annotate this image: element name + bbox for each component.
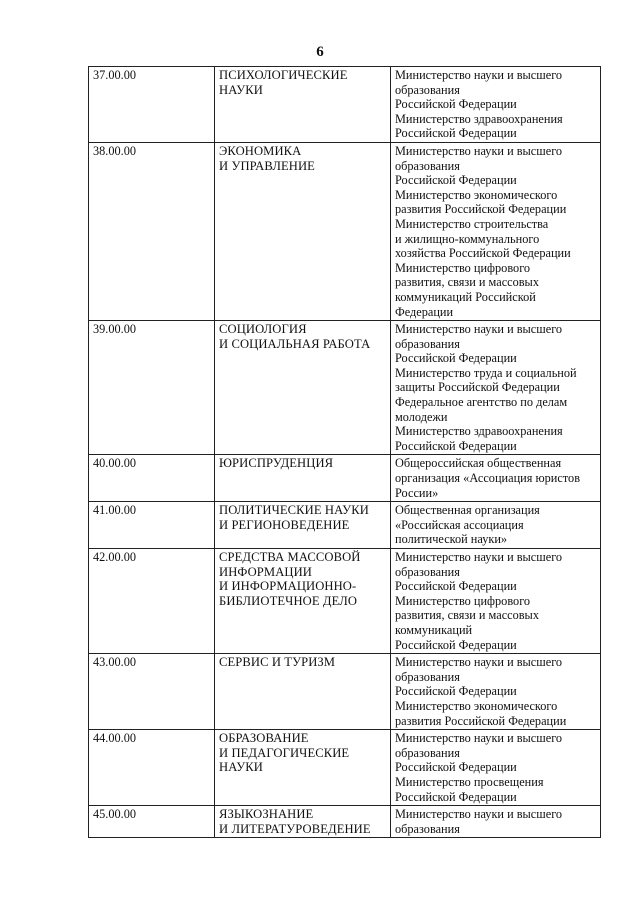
specialty-code: 44.00.00 <box>89 730 215 806</box>
table-row <box>89 142 601 320</box>
organization-line: Министерство здравоохранения <box>395 111 563 126</box>
responsible-organizations <box>391 455 601 502</box>
specialty-name-line: ПСИХОЛОГИЧЕСКИЕ <box>219 68 348 82</box>
organization-line: молодежи <box>395 409 448 424</box>
organization-line: Министерство науки и высшего <box>395 550 563 564</box>
organization-line: Российской Федерации <box>395 351 517 366</box>
responsible-organizations <box>391 730 601 806</box>
specialty-code: 37.00.00 <box>89 67 215 143</box>
table-row <box>89 502 601 549</box>
specialty-name-line: ПОЛИТИЧЕСКИЕ НАУКИ <box>219 503 369 518</box>
specialty-name <box>215 142 391 320</box>
specialty-code: 43.00.00 <box>89 654 215 730</box>
organization-line: коммуникаций <box>395 622 473 637</box>
table-body <box>89 67 601 838</box>
organization-line: Российской Федерации <box>395 637 517 652</box>
organization-line: образования <box>395 669 460 684</box>
organization-line: Российской Федерации <box>395 789 517 804</box>
specialty-name-line: И ПЕДАГОГИЧЕСКИЕ <box>219 745 350 760</box>
organization-line: Российской Федерации <box>395 126 517 141</box>
organization-line: Российской Федерации <box>395 173 517 188</box>
organization-line: Российской Федерации <box>395 438 517 453</box>
table-row <box>89 67 601 143</box>
organization-line: развития Российской Федерации <box>395 713 567 728</box>
table-row <box>89 654 601 730</box>
organization-line: и жилищно-коммунального <box>395 231 540 246</box>
specialty-name-line: СРЕДСТВА МАССОВОЙ <box>219 550 361 564</box>
responsible-organizations <box>391 142 601 320</box>
specialty-code: 38.00.00 <box>89 142 215 320</box>
table-row <box>89 455 601 502</box>
specialty-name <box>215 67 391 143</box>
organization-line: образования <box>395 82 460 97</box>
organization-line: Министерство науки и высшего <box>395 68 563 82</box>
specialty-name-line: ИНФОРМАЦИИ <box>219 564 312 579</box>
specialty-name-line: СОЦИОЛОГИЯ <box>219 322 307 337</box>
organization-line: развития, связи и массовых <box>395 608 539 623</box>
responsible-organizations <box>391 502 601 549</box>
responsible-organizations <box>391 67 601 143</box>
table-row <box>89 549 601 654</box>
specialty-name-line: БИБЛИОТЕЧНОЕ ДЕЛО <box>219 593 358 608</box>
specialty-name <box>215 730 391 806</box>
organization-line: Министерство науки и высшего <box>395 807 563 822</box>
organization-line: образования <box>395 336 460 351</box>
specialty-name-line: ОБРАЗОВАНИЕ <box>219 731 309 746</box>
organization-line: Федерации <box>395 304 454 319</box>
organization-line: образования <box>395 745 460 760</box>
organization-line: хозяйства Российской Федерации <box>395 246 571 261</box>
specialty-name-line: СЕРВИС И ТУРИЗМ <box>219 655 336 670</box>
page-number: 6 <box>316 44 324 60</box>
organization-line: политической науки» <box>395 532 508 547</box>
specialty-name-line: ЭКОНОМИКА <box>219 143 302 158</box>
specialty-code: 45.00.00 <box>89 806 215 838</box>
organization-line: Общероссийская общественная <box>395 456 562 471</box>
organization-line: Министерство здравоохранения <box>395 424 563 439</box>
responsible-organizations <box>391 549 601 654</box>
responsible-organizations <box>391 654 601 730</box>
specialty-name <box>215 455 391 502</box>
organization-line: Общественная организация <box>395 503 540 518</box>
organization-line: Российской Федерации <box>395 97 517 112</box>
specialty-code: 39.00.00 <box>89 321 215 455</box>
table-row <box>89 806 601 838</box>
organization-line: Министерство цифрового <box>395 593 531 608</box>
specialty-name <box>215 549 391 654</box>
specialty-name-line: ЯЗЫКОЗНАНИЕ <box>219 807 314 822</box>
specialty-code: 40.00.00 <box>89 455 215 502</box>
organization-line: коммуникаций Российской <box>395 289 536 304</box>
organization-line: Министерство экономического <box>395 698 558 713</box>
organization-line: развития, связи и массовых <box>395 275 539 290</box>
organization-line: Министерство цифрового <box>395 260 531 275</box>
table-row <box>89 321 601 455</box>
organization-line: «Российская ассоциация <box>395 517 524 532</box>
specialty-name <box>215 654 391 730</box>
organization-line: Федеральное агентство по делам <box>395 395 568 410</box>
organization-line: Министерство труда и социальной <box>395 365 577 380</box>
organization-line: Министерство науки и высшего <box>395 655 563 670</box>
specialties-table <box>88 66 601 838</box>
table-row <box>89 730 601 806</box>
specialty-name-line: НАУКИ <box>219 760 263 775</box>
organization-line: Министерство строительства <box>395 216 549 231</box>
specialty-code: 41.00.00 <box>89 502 215 549</box>
organization-line: организация «Ассоциация юристов <box>395 471 581 486</box>
specialty-name-line: НАУКИ <box>219 82 263 97</box>
specialty-name-line: И СОЦИАЛЬНАЯ РАБОТА <box>219 336 371 351</box>
specialty-name-line: И РЕГИОНОВЕДЕНИЕ <box>219 517 350 532</box>
organization-line: России» <box>395 485 439 500</box>
specialty-name-line: ЮРИСПРУДЕНЦИЯ <box>219 456 334 471</box>
organization-line: Министерство просвещения <box>395 774 544 789</box>
responsible-organizations <box>391 321 601 455</box>
specialty-name-line: И УПРАВЛЕНИЕ <box>219 158 315 173</box>
organization-line: Российской Федерации <box>395 579 517 594</box>
organization-line: образования <box>395 821 460 836</box>
responsible-organizations <box>391 806 601 838</box>
specialty-name <box>215 806 391 838</box>
organization-line: Российской Федерации <box>395 684 517 699</box>
organization-line: Министерство науки и высшего <box>395 731 563 746</box>
specialty-name <box>215 502 391 549</box>
organization-line: образования <box>395 564 460 579</box>
specialty-name <box>215 321 391 455</box>
organization-line: защиты Российской Федерации <box>395 380 560 395</box>
organization-line: развития Российской Федерации <box>395 202 567 217</box>
organization-line: Министерство науки и высшего <box>395 322 563 337</box>
specialty-name-line: И ЛИТЕРАТУРОВЕДЕНИЕ <box>219 821 371 836</box>
specialty-name-line: И ИНФОРМАЦИОННО- <box>219 579 357 594</box>
organization-line: Министерство науки и высшего <box>395 143 563 158</box>
organization-line: Российской Федерации <box>395 760 517 775</box>
organization-line: образования <box>395 158 460 173</box>
organization-line: Министерство экономического <box>395 187 558 202</box>
specialty-code: 42.00.00 <box>89 549 215 654</box>
